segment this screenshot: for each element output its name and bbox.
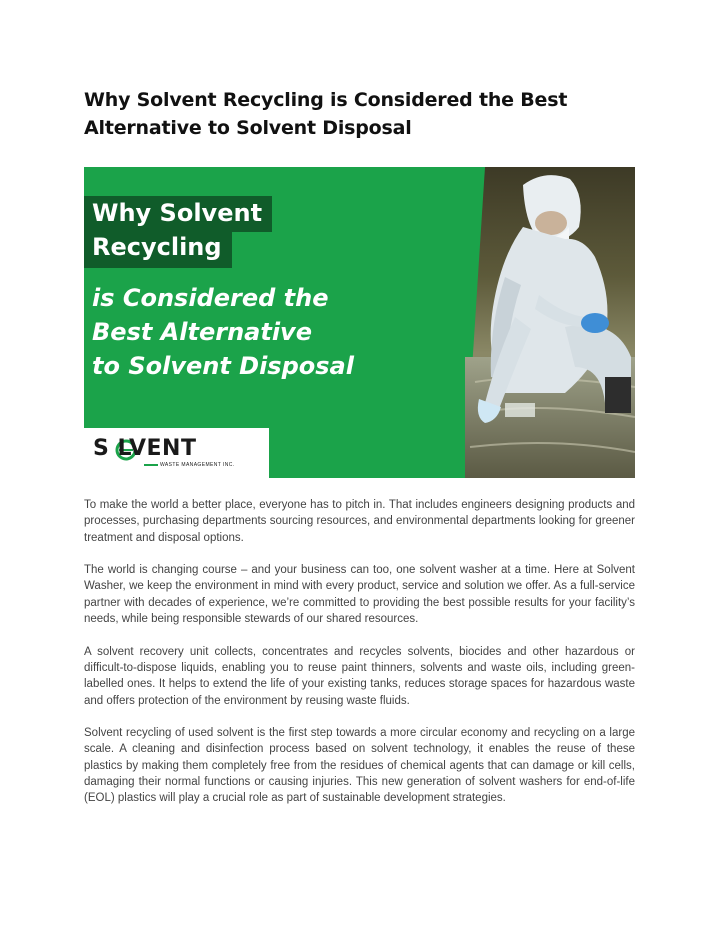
solvent-logo (84, 428, 269, 478)
logo-accent-bar (144, 464, 158, 466)
banner-heading-line-2: Recycling (92, 233, 222, 261)
logo-wordmark: S LVENT (93, 436, 197, 461)
banner-subheading (92, 281, 354, 383)
title-line-2: Alternative to Solvent Disposal (84, 117, 412, 139)
banner-heading-box-1 (84, 196, 272, 232)
banner-subheading-line-1: is Considered the (92, 284, 329, 312)
banner-heading-line-1: Why Solvent (92, 199, 263, 227)
title-line-1: Why Solvent Recycling is Considered the Best (84, 89, 568, 111)
paragraph-4: Solvent recycling of used solvent is the first step towards a more circular economy and recycling on a large scale. A cleaning and disinfection process based on solvent technology, it enables the reuse of these plastics by making them completely free from the residues of chemical agents that can damage or kill cells, damaging their normal functions or causing injuries. This new generation of solvent washers for end-of-life (EOL) plastics will play a crucial role as part of sustainable development strategies. (84, 727, 635, 805)
hero-banner-image (84, 167, 635, 478)
paragraph-2: The world is changing course – and your business can too, one solvent washer at a time. Here at Solvent Washer, we keep the environment in mind with every product, service and solution we offer. As a full-service partner with decades of experience, we’re committed to providing the best possible results for your facility’s needs, while being responsible stewards of our shared resources. (84, 564, 635, 626)
banner-subheading-line-3: to Solvent Disposal (92, 352, 354, 380)
banner-subheading-line-2: Best Alternative (92, 318, 312, 346)
logo-tagline: WASTE MANAGEMENT INC. (160, 462, 235, 468)
paragraph-1: To make the world a better place, everyone has to pitch in. That includes engineers designing products and processes, purchasing departments sourcing resources, and environmental departments looking for greener treatment and disposal options. (84, 499, 635, 544)
paragraph-3: A solvent recovery unit collects, concentrates and recycles solvents, biocides and other hazardous or difficult-to-dispose liquids, enabling you to reuse paint thinners, solvents and waste oils, including green-labelled ones. It helps to extend the life of your existing tanks, reduces storage spaces for hazardous waste and offers protection of the environment by reusing waste fluids. (84, 645, 635, 707)
worker-sampling-water-photo (445, 167, 635, 478)
page-title (84, 86, 644, 142)
banner-heading-box-2 (84, 230, 232, 268)
article-body (84, 497, 635, 823)
